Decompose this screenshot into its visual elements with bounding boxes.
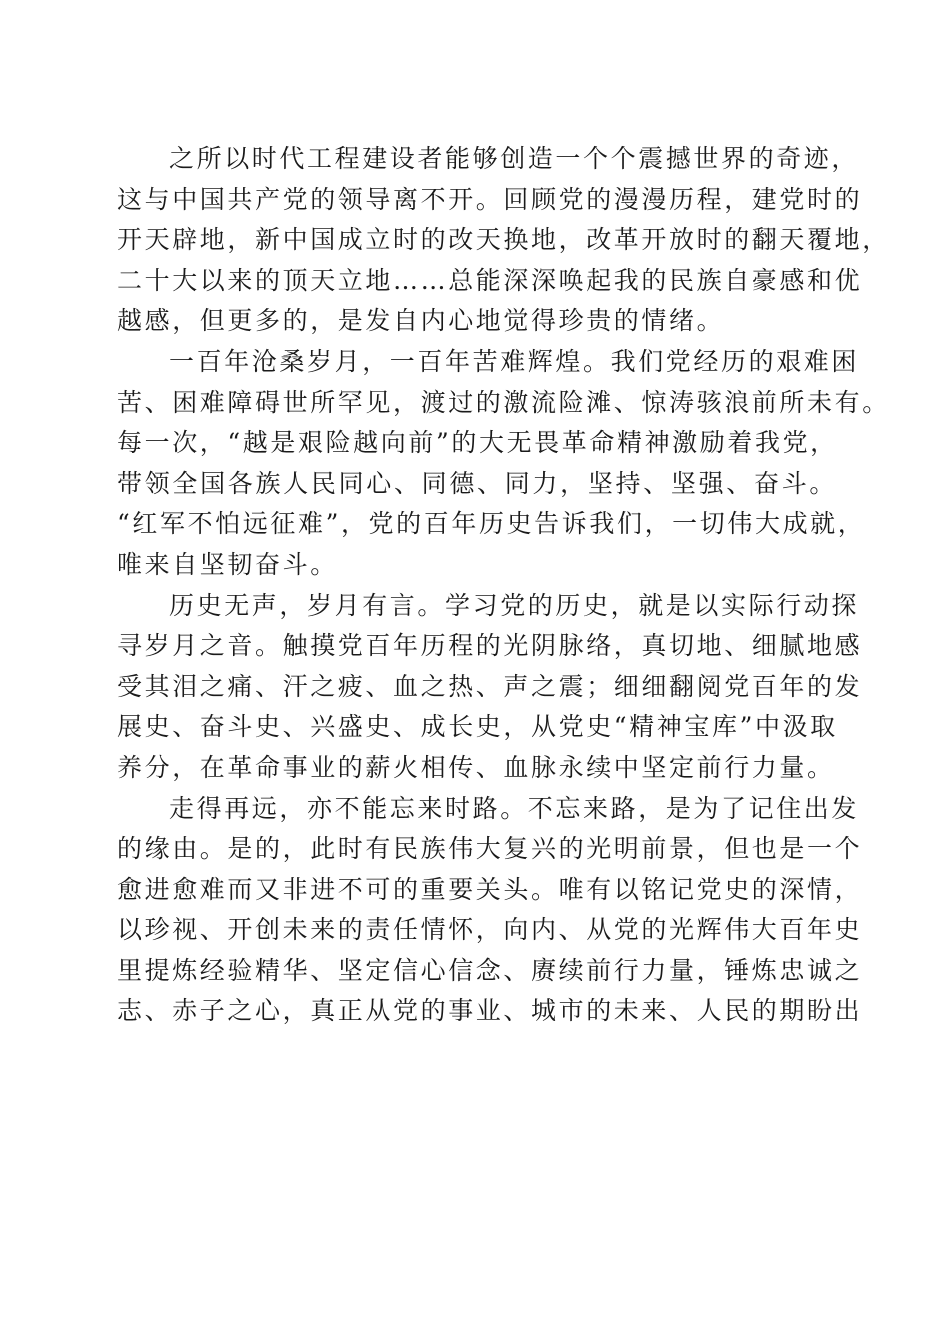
paragraph-2 (117, 342, 890, 586)
paragraph-line: 每一次，“越是艰险越向前”的大无畏革命精神激励着我党， (117, 428, 838, 458)
paragraph-line: 走得再远，亦不能忘来时路。不忘来路，是为了记住出发 (169, 793, 860, 823)
paragraph-line: 养分，在革命事业的薪火相传、血脉永续中坚定前行力量。 (117, 752, 835, 782)
paragraph-line: 开天辟地，新中国成立时的改天换地，改革开放时的翻天覆地， (117, 225, 890, 255)
paragraph-line: 寻岁月之音。触摸党百年历程的光阴脉络，真切地、细腻地感 (117, 631, 863, 661)
paragraph-line: 的缘由。是的，此时有民族伟大复兴的光明前景，但也是一个 (117, 834, 863, 864)
paragraph-3 (117, 586, 863, 789)
paragraph-line: 展史、奋斗史、兴盛史、成长史，从党史“精神宝库”中汲取 (117, 712, 838, 742)
paragraph-line: 苦、困难障碍世所罕见，渡过的激流险滩、惊涛骇浪前所未有。 (117, 387, 890, 417)
paragraph-line: 二十大以来的顶天立地……总能深深唤起我的民族自豪感和优 (117, 265, 863, 295)
paragraph-line: 唯来自坚韧奋斗。 (117, 549, 338, 579)
paragraph-line: 志、赤子之心，真正从党的事业、城市的未来、人民的期盼出 (117, 996, 863, 1026)
paragraph-line: 以珍视、开创未来的责任情怀，向内、从党的光辉伟大百年史 (117, 915, 863, 945)
paragraph-line: 这与中国共产党的领导离不开。回顾党的漫漫历程，建党时的 (117, 184, 863, 214)
article-body (117, 139, 890, 1032)
paragraph-line: 带领全国各族人民同心、同德、同力，坚持、坚强、奋斗。 (117, 468, 837, 498)
paragraph-line: 受其泪之痛、汗之疲、血之热、声之震；细细翻阅党百年的发 (117, 671, 863, 701)
paragraph-line: 一百年沧桑岁月，一百年苦难辉煌。我们党经历的艰难困 (169, 346, 860, 376)
paragraph-line: 之所以时代工程建设者能够创造一个个震撼世界的奇迹， (169, 144, 860, 173)
paragraph-line: 里提炼经验精华、坚定信心信念、赓续前行力量，锤炼忠诚之 (117, 955, 863, 985)
paragraph-4 (117, 789, 863, 1033)
paragraph-line: “红军不怕远征难”，党的百年历史告诉我们，一切伟大成就， (117, 509, 866, 539)
paragraph-line: 越感，但更多的，是发自内心地觉得珍贵的情绪。 (117, 306, 725, 336)
paragraph-line: 愈进愈难而又非进不可的重要关头。唯有以铭记党史的深情， (117, 874, 863, 904)
paragraph-line: 历史无声，岁月有言。学习党的历史，就是以实际行动探 (169, 590, 860, 620)
paragraph-1 (117, 139, 890, 342)
